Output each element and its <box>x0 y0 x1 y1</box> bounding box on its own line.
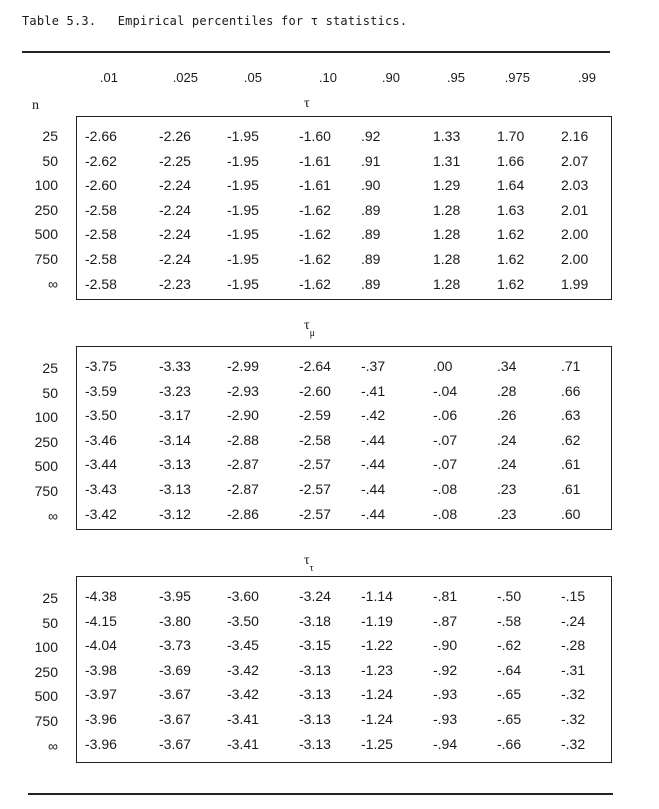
stat-symbol: τ <box>304 553 310 568</box>
table-row <box>77 173 611 198</box>
row-label: 500 <box>34 226 58 243</box>
table-cell: -1.14 <box>361 588 393 604</box>
table-cell: -.62 <box>497 637 522 654</box>
table-cell: -1.95 <box>227 275 259 292</box>
table-cell: -.65 <box>497 710 522 727</box>
table-cell: -.92 <box>433 661 458 678</box>
table-cell: -1.23 <box>361 661 393 678</box>
col-header: .10 <box>318 70 337 85</box>
table-row <box>77 477 611 502</box>
table-cell: -.32 <box>561 735 586 752</box>
row-label: 25 <box>42 360 58 376</box>
table-cell: -1.62 <box>299 275 331 292</box>
table-cell: -.07 <box>433 456 458 473</box>
table-cell: -3.97 <box>85 686 117 703</box>
table-row <box>77 124 611 149</box>
table-cell: 1.28 <box>433 201 461 218</box>
table-cell: -.24 <box>561 612 586 629</box>
table-cell: -.06 <box>433 407 458 424</box>
top-rule <box>22 51 610 53</box>
row-label: 500 <box>34 458 58 475</box>
table-cell: -.44 <box>361 480 386 497</box>
row-label: 25 <box>42 590 58 606</box>
stat-subscript: τ <box>309 562 314 574</box>
row-label: 500 <box>34 688 58 705</box>
row-label: 25 <box>42 128 58 144</box>
table-cell: .89 <box>361 226 381 243</box>
row-labels-tau-mu <box>0 356 58 528</box>
table-cell: 1.28 <box>433 275 461 292</box>
table-row <box>77 149 611 174</box>
table-cell: -.44 <box>361 431 386 448</box>
table-cell: .91 <box>361 152 381 169</box>
table-cell: -3.12 <box>159 505 191 522</box>
table-cell: -2.58 <box>85 201 117 218</box>
table-cell: 1.33 <box>433 128 461 144</box>
table-cell: -2.60 <box>85 177 117 194</box>
table-cell: -3.13 <box>299 735 331 752</box>
table-row <box>77 379 611 404</box>
table-cell: -2.57 <box>299 480 331 497</box>
table-cell: -.93 <box>433 686 458 703</box>
col-header: .975 <box>504 70 530 85</box>
table-cell: -2.99 <box>227 358 259 374</box>
table-cell: -1.22 <box>361 637 393 654</box>
table-cell: -.28 <box>561 637 586 654</box>
table-cell: -3.59 <box>85 382 117 399</box>
row-label: 250 <box>34 433 58 450</box>
col-header: .90 <box>381 70 400 85</box>
table-cell: .26 <box>497 407 517 424</box>
table-cell: -.81 <box>433 588 458 604</box>
col-header: .05 <box>243 70 262 85</box>
table-cell: -.50 <box>497 588 522 604</box>
table-cell: -1.61 <box>299 177 331 194</box>
table-cell: -.07 <box>433 431 458 448</box>
table-row <box>77 354 611 379</box>
table-cell: 1.62 <box>497 226 525 243</box>
table-cell: -.93 <box>433 710 458 727</box>
row-label: 50 <box>42 152 58 169</box>
table-cell: -3.67 <box>159 686 191 703</box>
stat-symbol: τ <box>304 318 310 333</box>
table-row <box>77 707 611 732</box>
table-row <box>77 658 611 683</box>
table-cell: -3.15 <box>299 637 331 654</box>
row-label: 750 <box>34 712 58 729</box>
table-cell: -3.41 <box>227 710 259 727</box>
table-cell: -2.86 <box>227 505 259 522</box>
table-cell: -4.04 <box>85 637 117 654</box>
table-cell: -3.13 <box>299 661 331 678</box>
table-cell: -.94 <box>433 735 458 752</box>
table-cell: -3.96 <box>85 710 117 727</box>
table-cell: -2.62 <box>85 152 117 169</box>
table-cell: .89 <box>361 250 381 267</box>
table-cell: -2.60 <box>299 382 331 399</box>
table-row <box>77 732 611 757</box>
table-cell: -2.24 <box>159 226 191 243</box>
table-cell: -1.60 <box>299 128 331 144</box>
table-cell: .90 <box>361 177 381 194</box>
row-label: ∞ <box>48 507 58 524</box>
row-label: 50 <box>42 614 58 631</box>
table-cell: -2.64 <box>299 358 331 374</box>
table-cell: -2.93 <box>227 382 259 399</box>
table-cell: -1.25 <box>361 735 393 752</box>
table-cell: -3.14 <box>159 431 191 448</box>
table-cell: 2.00 <box>561 250 589 267</box>
table-cell: -3.80 <box>159 612 191 629</box>
table-cell: .92 <box>361 128 381 144</box>
section-label-tau-mu <box>304 318 316 339</box>
table-block-tau-mu <box>76 346 612 530</box>
row-label: 750 <box>34 250 58 267</box>
table-cell: -3.45 <box>227 637 259 654</box>
table-cell: -2.59 <box>299 407 331 424</box>
table-cell: 1.99 <box>561 275 589 292</box>
col-header: .025 <box>172 70 198 85</box>
table-cell: -2.24 <box>159 201 191 218</box>
row-label: 100 <box>34 409 58 426</box>
table-cell: -3.41 <box>227 735 259 752</box>
col-header: .01 <box>99 70 118 85</box>
table-cell: -1.95 <box>227 226 259 243</box>
table-cell: .23 <box>497 505 517 522</box>
row-label: 250 <box>34 201 58 218</box>
table-cell: 2.07 <box>561 152 589 169</box>
table-cell: 1.28 <box>433 226 461 243</box>
table-cell: -2.23 <box>159 275 191 292</box>
table-row <box>77 682 611 707</box>
table-cell: -3.67 <box>159 735 191 752</box>
row-label: ∞ <box>48 275 58 292</box>
table-block-tau <box>76 116 612 300</box>
table-cell: -3.42 <box>85 505 117 522</box>
table-cell: -3.67 <box>159 710 191 727</box>
table-cell: -2.57 <box>299 505 331 522</box>
table-cell: -3.18 <box>299 612 331 629</box>
table-cell: -4.38 <box>85 588 117 604</box>
row-labels-tau-tau <box>0 586 58 758</box>
table-row <box>77 584 611 609</box>
table-cell: .00 <box>433 358 453 374</box>
table-row <box>77 452 611 477</box>
table-cell: -.32 <box>561 686 586 703</box>
table-cell: -3.24 <box>299 588 331 604</box>
table-cell: 1.63 <box>497 201 525 218</box>
table-cell: -3.75 <box>85 358 117 374</box>
table-cell: -.44 <box>361 456 386 473</box>
row-label: ∞ <box>48 737 58 754</box>
table-cell: .61 <box>561 480 581 497</box>
stat-subscript: μ <box>309 327 316 339</box>
table-cell: -3.13 <box>299 686 331 703</box>
table-row <box>77 428 611 453</box>
col-header: .99 <box>577 70 596 85</box>
table-cell: 1.64 <box>497 177 525 194</box>
table-row <box>77 633 611 658</box>
table-cell: -.66 <box>497 735 522 752</box>
table-cell: 1.62 <box>497 250 525 267</box>
table-cell: -2.58 <box>85 275 117 292</box>
table-cell: -2.90 <box>227 407 259 424</box>
table-cell: 2.01 <box>561 201 589 218</box>
table-cell: .62 <box>561 431 581 448</box>
table-cell: -.44 <box>361 505 386 522</box>
table-cell: .24 <box>497 431 517 448</box>
table-cell: -.31 <box>561 661 586 678</box>
table-cell: -3.23 <box>159 382 191 399</box>
table-row <box>77 272 611 297</box>
table-cell: 1.62 <box>497 275 525 292</box>
table-row <box>77 609 611 634</box>
table-cell: -3.46 <box>85 431 117 448</box>
table-cell: -3.42 <box>227 686 259 703</box>
section-label-tau-tau <box>304 553 314 574</box>
table-cell: 1.70 <box>497 128 525 144</box>
table-cell: 2.03 <box>561 177 589 194</box>
table-cell: .89 <box>361 275 381 292</box>
section-label-tau <box>304 96 310 114</box>
table-cell: 1.31 <box>433 152 461 169</box>
table-cell: -2.58 <box>299 431 331 448</box>
table-cell: -3.44 <box>85 456 117 473</box>
table-cell: .24 <box>497 456 517 473</box>
table-row <box>77 403 611 428</box>
table-cell: -3.42 <box>227 661 259 678</box>
table-cell: -.32 <box>561 710 586 727</box>
table-cell: .34 <box>497 358 517 374</box>
bottom-rule <box>28 793 613 795</box>
table-cell: -1.24 <box>361 710 393 727</box>
row-label: 100 <box>34 639 58 656</box>
stat-symbol: τ <box>304 96 310 111</box>
table-number: Table 5.3. <box>22 14 97 28</box>
table-cell: .23 <box>497 480 517 497</box>
row-labels-tau <box>0 124 58 296</box>
table-cell: -2.25 <box>159 152 191 169</box>
table-cell: -2.88 <box>227 431 259 448</box>
table-cell: -3.13 <box>159 456 191 473</box>
table-cell: -3.73 <box>159 637 191 654</box>
table-block-tau-tau <box>76 576 612 763</box>
table-cell: 1.66 <box>497 152 525 169</box>
table-cell: -1.95 <box>227 152 259 169</box>
table-cell: -1.95 <box>227 201 259 218</box>
table-cell: -.04 <box>433 382 458 399</box>
row-label: 50 <box>42 384 58 401</box>
table-cell: .71 <box>561 358 581 374</box>
table-cell: -3.17 <box>159 407 191 424</box>
table-cell: -.41 <box>361 382 386 399</box>
table-cell: -3.50 <box>227 612 259 629</box>
col-header: .95 <box>446 70 465 85</box>
table-cell: -2.58 <box>85 226 117 243</box>
table-cell: -4.15 <box>85 612 117 629</box>
table-cell: -1.95 <box>227 128 259 144</box>
table-cell: -.42 <box>361 407 386 424</box>
table-cell: -.90 <box>433 637 458 654</box>
table-cell: 1.28 <box>433 250 461 267</box>
table-cell: -1.62 <box>299 250 331 267</box>
table-cell: -3.98 <box>85 661 117 678</box>
table-cell: 2.00 <box>561 226 589 243</box>
row-label: 100 <box>34 177 58 194</box>
table-cell: -3.33 <box>159 358 191 374</box>
table-cell: -1.62 <box>299 201 331 218</box>
table-cell: .66 <box>561 382 581 399</box>
table-cell: -1.95 <box>227 177 259 194</box>
table-cell: -3.60 <box>227 588 259 604</box>
table-row <box>77 222 611 247</box>
table-cell: -.08 <box>433 480 458 497</box>
table-row <box>77 247 611 272</box>
table-cell: 1.29 <box>433 177 461 194</box>
table-cell: -3.96 <box>85 735 117 752</box>
table-cell: -1.95 <box>227 250 259 267</box>
table-row <box>77 198 611 223</box>
table-cell: -3.50 <box>85 407 117 424</box>
n-label: n <box>32 98 39 113</box>
table-cell: .28 <box>497 382 517 399</box>
table-row <box>77 502 611 527</box>
table-cell: 2.16 <box>561 128 589 144</box>
table-cell: -.58 <box>497 612 522 629</box>
table-cell: -3.43 <box>85 480 117 497</box>
table-cell: -.87 <box>433 612 458 629</box>
table-cell: -.64 <box>497 661 522 678</box>
table-cell: -2.57 <box>299 456 331 473</box>
row-label: 750 <box>34 482 58 499</box>
table-cell: -2.24 <box>159 250 191 267</box>
table-cell: -2.87 <box>227 456 259 473</box>
table-cell: -1.24 <box>361 686 393 703</box>
table-cell: -1.61 <box>299 152 331 169</box>
table-cell: .89 <box>361 201 381 218</box>
table-cell: .60 <box>561 505 581 522</box>
table-cell: -.65 <box>497 686 522 703</box>
percentile-header <box>0 70 659 90</box>
table-cell: -3.69 <box>159 661 191 678</box>
table-cell: -.08 <box>433 505 458 522</box>
table-cell: -2.58 <box>85 250 117 267</box>
table-cell: -2.24 <box>159 177 191 194</box>
table-cell: -2.66 <box>85 128 117 144</box>
table-caption <box>22 14 407 28</box>
table-cell: -3.13 <box>159 480 191 497</box>
table-cell: -2.26 <box>159 128 191 144</box>
table-cell: -.15 <box>561 588 586 604</box>
table-cell: -3.95 <box>159 588 191 604</box>
row-label: 250 <box>34 663 58 680</box>
table-cell: -1.62 <box>299 226 331 243</box>
table-cell: -2.87 <box>227 480 259 497</box>
table-cell: -3.13 <box>299 710 331 727</box>
table-cell: -.37 <box>361 358 386 374</box>
table-cell: -1.19 <box>361 612 393 629</box>
table-cell: .61 <box>561 456 581 473</box>
table-title: Empirical percentiles for τ statistics. <box>117 14 408 28</box>
table-cell: .63 <box>561 407 581 424</box>
